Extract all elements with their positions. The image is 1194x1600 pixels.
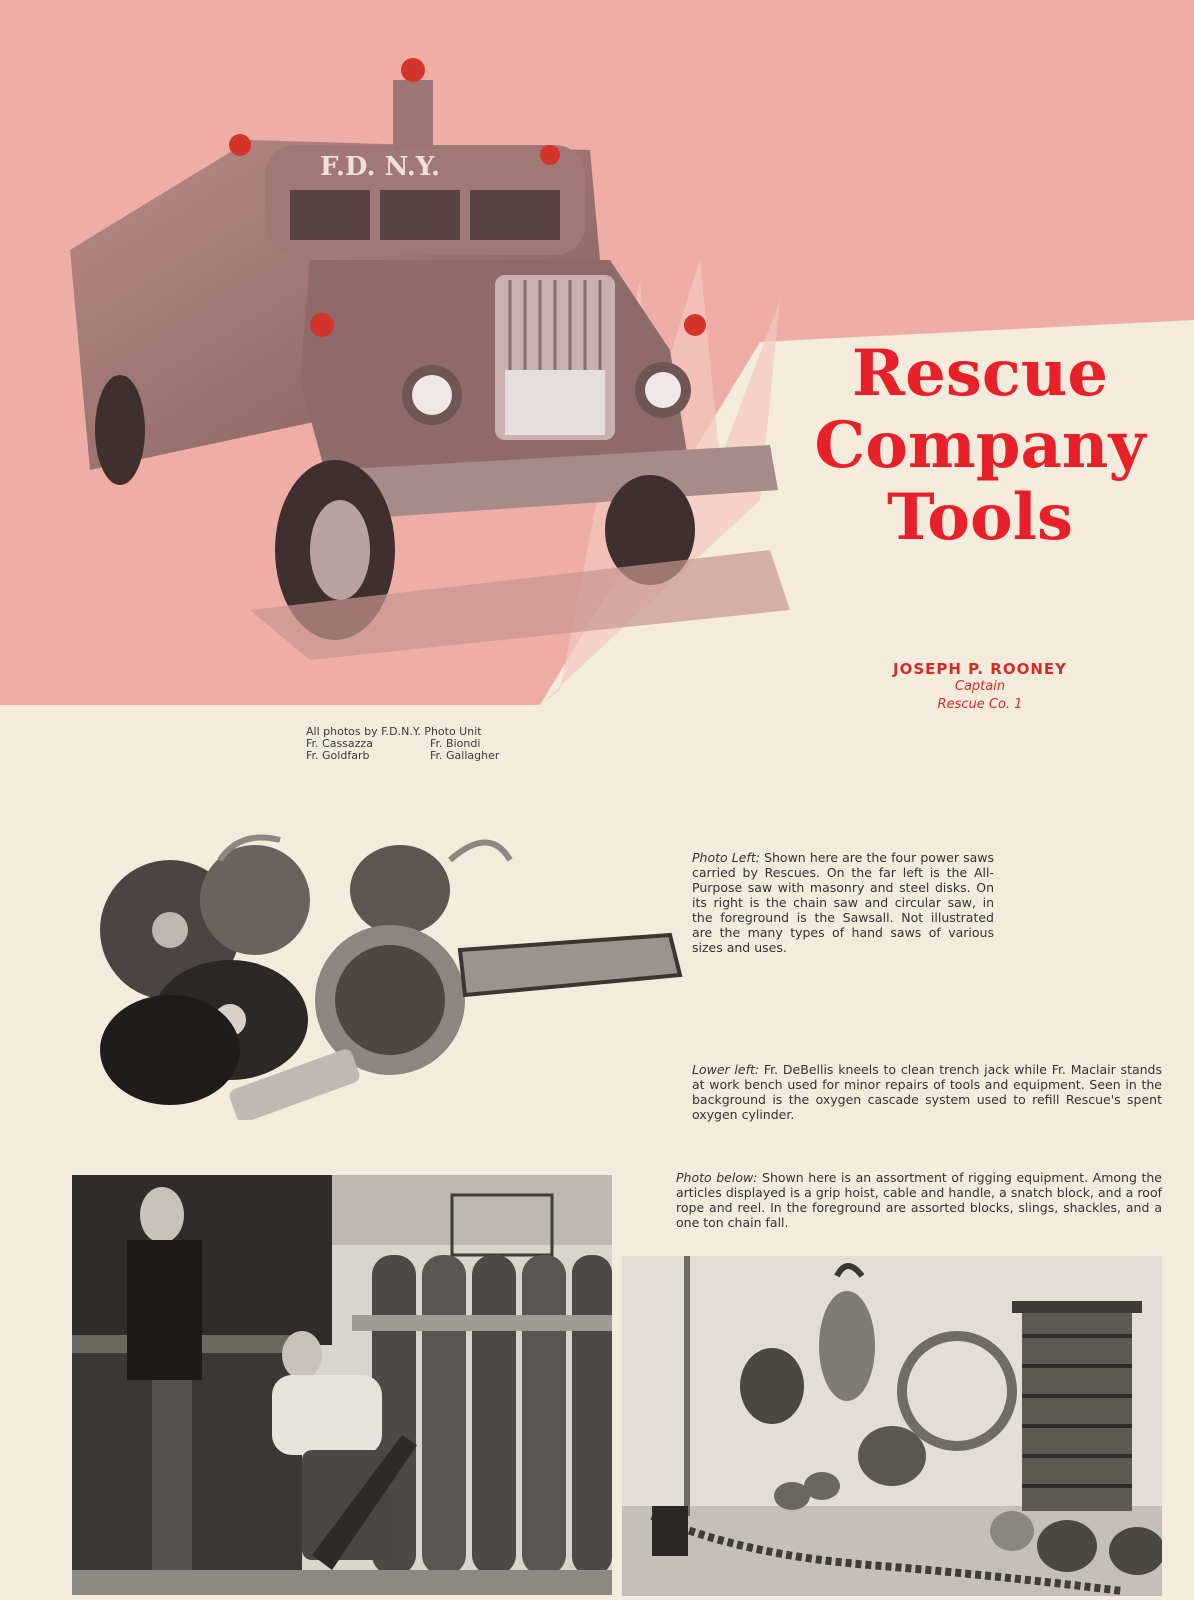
caption-lead: Photo below: xyxy=(676,1170,758,1185)
credit-name: Fr. Goldfarb xyxy=(306,749,370,762)
caption-workbench xyxy=(692,1062,1162,1122)
caption-rigging xyxy=(676,1170,1162,1230)
credits-line: All photos by F.D.N.Y. Photo Unit xyxy=(306,725,482,738)
title-line-2: Company xyxy=(814,408,1146,483)
author-unit: Rescue Co. 1 xyxy=(937,697,1023,712)
author-role: Captain xyxy=(954,679,1006,694)
title-line-3: Tools xyxy=(887,480,1073,555)
byline xyxy=(850,660,1110,714)
caption-saws xyxy=(692,850,994,955)
caption-text: Shown here are the four power saws carried by Rescues. On the far left is the All-Purpose saw with masonry and steel disks. On its right is the chain saw and circular saw, in the foreground is the Sawsall. Not illustrated are the many types of hand saws of various sizes and uses. xyxy=(692,850,994,955)
caption-text: Shown here is an assortment of rigging equipment. Among the articles displayed is a grip hoist, cable and handle, a snatch block, and a roof rope and reel. In the foreground are assorted blocks, slings, shackles, and a one ton chain fall. xyxy=(676,1170,1163,1230)
credit-name: Fr. Cassazza xyxy=(306,737,373,750)
rigging-equipment-photo xyxy=(622,1256,1162,1596)
author-name: JOSEPH P. ROONEY xyxy=(892,660,1068,678)
caption-text: Fr. DeBellis kneels to clean trench jack while Fr. Maclair stands at work bench used for minor repairs of tools and equipment. Seen in the background is the oxygen cascade system used to refill Rescue's spent oxygen cylinder. xyxy=(692,1062,1162,1122)
credit-name: Fr. Gallagher xyxy=(430,749,500,762)
title-line-1: Rescue xyxy=(851,336,1109,411)
truck-marking: F.D. N.Y. xyxy=(320,152,441,182)
caption-lead: Photo Left: xyxy=(692,850,760,865)
workbench-oxygen-cascade-photo xyxy=(72,1175,612,1595)
credit-name: Fr. Biondi xyxy=(430,737,481,750)
article-title xyxy=(800,338,1160,554)
caption-lead: Lower left: xyxy=(692,1062,760,1077)
power-saws-photo xyxy=(70,820,690,1120)
rescue-truck-photo xyxy=(50,50,790,670)
photo-credits xyxy=(306,726,566,762)
